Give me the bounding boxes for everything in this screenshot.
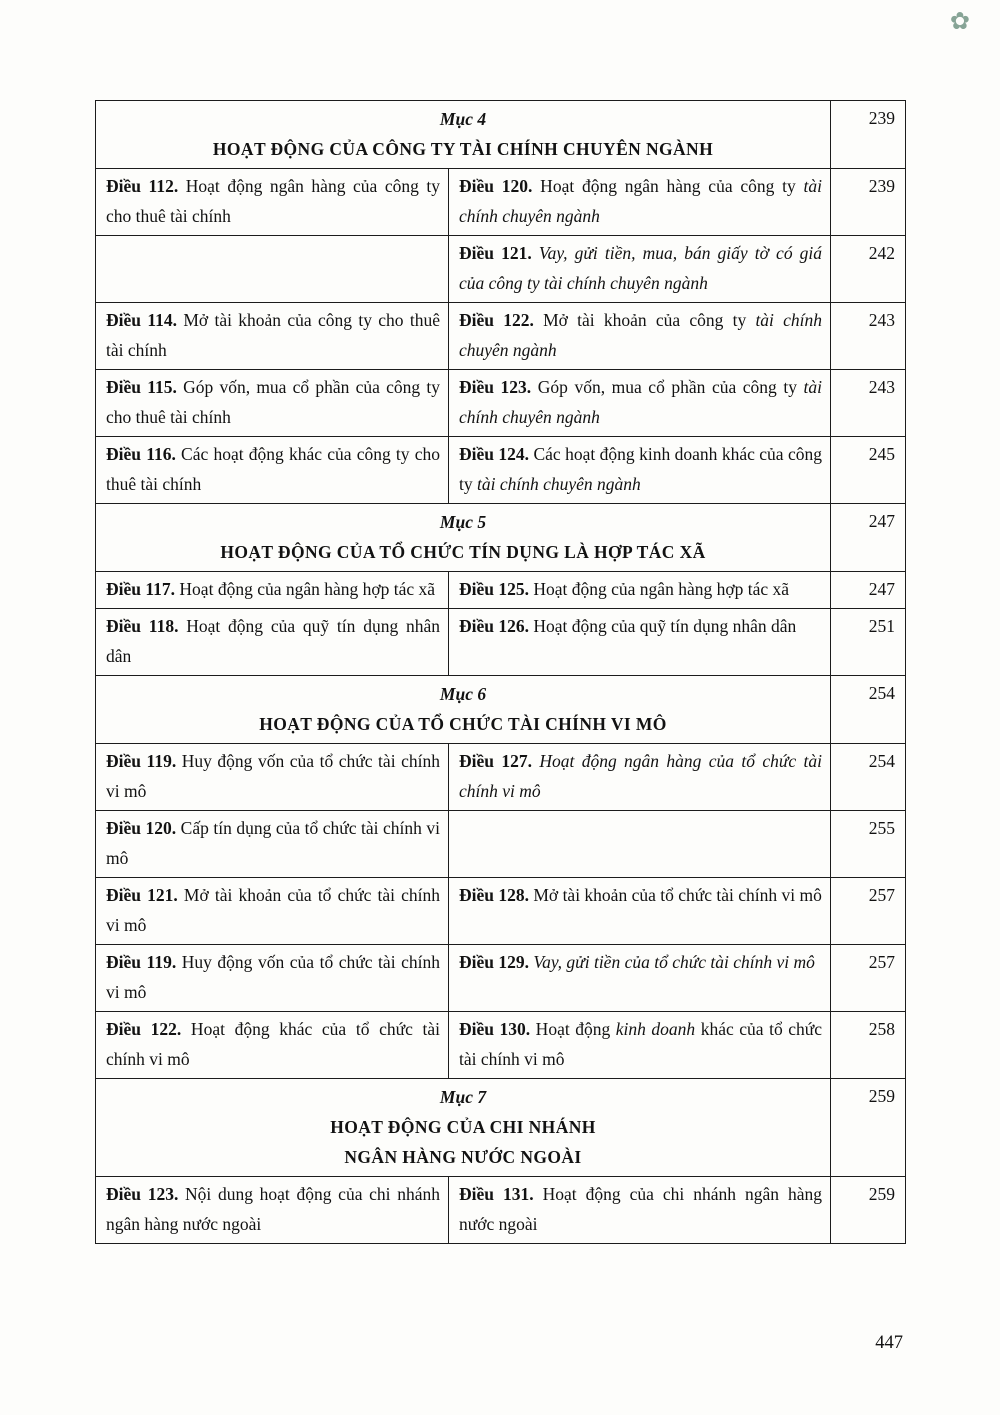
entry-text-segment: Điều 124.	[459, 444, 530, 464]
entry-text-segment: tài chính chuyên ngành	[477, 474, 641, 494]
entry-text-segment: Điều 119.	[106, 952, 177, 972]
section-title: HOẠT ĐỘNG CỦA TỔ CHỨC TÀI CHÍNH VI MÔ	[259, 714, 667, 734]
page-number: 447	[875, 1333, 903, 1353]
section-header-row	[96, 504, 906, 572]
toc-row	[96, 945, 906, 1012]
toc-row	[96, 744, 906, 811]
entry-text-segment: Huy động vốn của tổ chức tài chính vi mô	[106, 952, 440, 1002]
entry-text-segment: Hoạt động khác của tổ chức tài chính vi mô	[106, 1019, 441, 1069]
toc-entry-right	[449, 811, 831, 878]
entry-text-segment: kinh doanh	[615, 1019, 696, 1039]
entry-text-segment: Các hoạt động kinh doanh khác của công ty	[459, 444, 823, 494]
section-header-row	[96, 676, 906, 744]
toc-row	[96, 878, 906, 945]
toc-entry-left	[96, 878, 449, 945]
entry-text-segment: Nội dung hoạt động của chi nhánh ngân hàng nước ngoài	[106, 1184, 441, 1234]
entry-text-segment: Vay, gửi tiền, mua, bán giấy tờ có giá của công ty tài chính chuyên ngành	[459, 243, 823, 293]
section-label: Mục 7	[439, 1087, 487, 1107]
toc-entry-right	[449, 370, 831, 437]
toc-entry-right	[449, 572, 831, 609]
entry-text-segment: Điều 117.	[106, 579, 176, 599]
section-label: Mục 5	[439, 512, 487, 532]
section-header-row	[96, 1079, 906, 1177]
entry-text-segment: Điều 131.	[459, 1184, 534, 1204]
entry-text-segment: Mở tài khoản của công ty cho thuê tài chính	[106, 310, 440, 360]
entry-text-segment: Điều 127.	[459, 751, 532, 771]
section-title: HOẠT ĐỘNG CỦA CHI NHÁNH	[330, 1117, 596, 1137]
section-header-cell	[96, 676, 831, 744]
entry-text-segment: Điều 125.	[459, 579, 529, 599]
entry-text-segment: Vay, gửi tiền của tổ chức tài chính vi mô	[533, 952, 815, 972]
entry-text-segment: Điều 123.	[459, 377, 532, 397]
entry-text-segment: Điều 121.	[459, 243, 532, 263]
entry-text-segment: Điều 114.	[106, 310, 177, 330]
toc-entry-page-number: 258	[831, 1012, 906, 1079]
toc-entry-page-number: 247	[831, 504, 906, 572]
toc-entry-left	[96, 1177, 449, 1244]
entry-text-segment: Điều 122.	[106, 1019, 182, 1039]
entry-text-segment	[532, 243, 539, 263]
entry-text-segment: Hoạt động ngân hàng của công ty cho thuê tài chính	[106, 176, 440, 226]
entry-text-segment: Hoạt động của quỹ tín dụng nhân dân	[106, 616, 440, 666]
flower-icon: ✿	[949, 9, 970, 35]
section-title: HOẠT ĐỘNG CỦA CÔNG TY TÀI CHÍNH CHUYÊN NGÀNH	[212, 139, 714, 159]
toc-entry-left	[96, 609, 449, 676]
toc-row	[96, 811, 906, 878]
toc-row	[96, 370, 906, 437]
entry-text-segment: Huy động vốn của tổ chức tài chính vi mô	[106, 751, 440, 801]
section-title: NGÂN HÀNG NƯỚC NGOÀI	[344, 1147, 582, 1167]
entry-text-segment: Hoạt động ngân hàng của tổ chức tài chính vi mô	[459, 751, 823, 801]
entry-text-segment: Góp vốn, mua cổ phần của công ty cho thuê tài chính	[106, 377, 440, 427]
entry-text-segment: Điều 116.	[106, 444, 176, 464]
entry-text-segment: tài chính chuyên ngành	[459, 377, 823, 427]
toc-entry-right	[449, 303, 831, 370]
toc-entry-left	[96, 437, 449, 504]
toc-row	[96, 609, 906, 676]
entry-text-segment: Điều 128.	[459, 885, 529, 905]
toc-entry-page-number: 255	[831, 811, 906, 878]
toc-entry-page-number: 239	[831, 101, 906, 169]
toc-entry-left	[96, 1012, 449, 1079]
toc-entry-right	[449, 1177, 831, 1244]
toc-entry-page-number: 243	[831, 370, 906, 437]
section-header-cell	[96, 101, 831, 169]
entry-text-segment: Điều 126.	[459, 616, 529, 636]
entry-text-segment: Hoạt động của ngân hàng hợp tác xã	[175, 579, 436, 599]
entry-text-segment: Hoạt động của ngân hàng hợp tác xã	[529, 579, 790, 599]
toc-entry-left	[96, 744, 449, 811]
toc-row	[96, 437, 906, 504]
toc-entry-right	[449, 1012, 831, 1079]
entry-text-segment: Mở tài khoản của công ty	[533, 310, 756, 330]
entry-text-segment: Điều 112.	[106, 176, 179, 196]
toc-table	[95, 100, 906, 1244]
toc-entry-left	[96, 572, 449, 609]
entry-text-segment: tài chính chuyên ngành	[459, 176, 823, 226]
toc-entry-page-number: 242	[831, 236, 906, 303]
section-header-cell	[96, 1079, 831, 1177]
toc-entry-right	[449, 169, 831, 236]
entry-text-segment: Hoạt động của chi nhánh ngân hàng nước ngoài	[459, 1184, 823, 1234]
toc-entry-page-number: 243	[831, 303, 906, 370]
entry-text-segment: Điều 122.	[459, 310, 534, 330]
section-header-cell	[96, 504, 831, 572]
toc-row	[96, 572, 906, 609]
entry-text-segment: Điều 115.	[106, 377, 177, 397]
toc-entry-page-number: 239	[831, 169, 906, 236]
entry-text-segment: Điều 119.	[106, 751, 177, 771]
toc-row	[96, 169, 906, 236]
toc-entry-left	[96, 236, 449, 303]
entry-text-segment: Điều 129.	[459, 952, 529, 972]
entry-text-segment: Điều 130.	[459, 1019, 531, 1039]
toc-entry-page-number: 247	[831, 572, 906, 609]
toc-entry-right	[449, 744, 831, 811]
entry-text-segment: tài chính chuyên ngành	[459, 310, 823, 360]
toc-entry-page-number: 254	[831, 744, 906, 811]
toc-entry-right	[449, 609, 831, 676]
toc-entry-left	[96, 303, 449, 370]
entry-text-segment: Mở tài khoản của tổ chức tài chính vi mô	[529, 885, 822, 905]
entry-text-segment: Hoạt động	[530, 1019, 616, 1039]
entry-text-segment: Mở tài khoản của tổ chức tài chính vi mô	[106, 885, 440, 935]
entry-text-segment: khác của tổ chức tài chính vi mô	[459, 1019, 823, 1069]
toc-row	[96, 1177, 906, 1244]
section-header-row	[96, 101, 906, 169]
section-title: HOẠT ĐỘNG CỦA TỔ CHỨC TÍN DỤNG LÀ HỢP TÁC XÃ	[220, 542, 706, 562]
toc-row	[96, 303, 906, 370]
section-label: Mục 4	[439, 109, 487, 129]
entry-text-segment: Điều 123.	[106, 1184, 179, 1204]
entry-text-segment: Điều 121.	[106, 885, 178, 905]
toc-entry-right	[449, 236, 831, 303]
entry-text-segment: Các hoạt động khác của công ty cho thuê tài chính	[106, 444, 440, 494]
toc-entry-right	[449, 945, 831, 1012]
entry-text-segment: Điều 118.	[106, 616, 179, 636]
toc-entry-page-number: 257	[831, 945, 906, 1012]
entry-text-segment: Góp vốn, mua cổ phần của công ty	[531, 377, 804, 397]
toc-entry-page-number: 245	[831, 437, 906, 504]
toc-entry-left	[96, 169, 449, 236]
toc-entry-left	[96, 370, 449, 437]
toc-row	[96, 1012, 906, 1079]
toc-entry-right	[449, 437, 831, 504]
toc-entry-page-number: 259	[831, 1177, 906, 1244]
entry-text-segment: Hoạt động của quỹ tín dụng nhân dân	[529, 616, 797, 636]
toc-entry-page-number: 251	[831, 609, 906, 676]
toc-row	[96, 236, 906, 303]
toc-entry-page-number: 257	[831, 878, 906, 945]
toc-entry-left	[96, 945, 449, 1012]
section-label: Mục 6	[439, 684, 487, 704]
toc-entry-page-number: 254	[831, 676, 906, 744]
toc-entry-left	[96, 811, 449, 878]
entry-text-segment: Hoạt động ngân hàng của công ty	[532, 176, 804, 196]
toc-entry-right	[449, 878, 831, 945]
entry-text-segment: Điều 120.	[459, 176, 533, 196]
entry-text-segment: Cấp tín dụng của tổ chức tài chính vi mô	[106, 818, 440, 868]
toc-entry-page-number: 259	[831, 1079, 906, 1177]
entry-text-segment: Điều 120.	[106, 818, 177, 838]
